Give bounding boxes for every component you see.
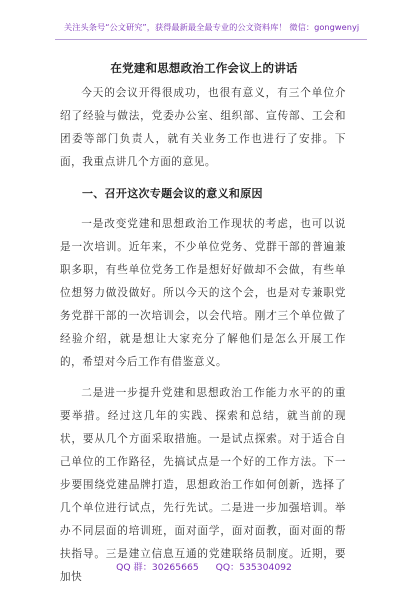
header-banner: 关注头条号“公文研究”，获得最新最全最专业的公文资料库！ 微信：gongwenyj bbox=[64, 22, 360, 32]
section-heading: 一、召开这次专题会议的意义和原因 bbox=[82, 187, 263, 200]
body-paragraph: 一是改变党建和思想政治工作现状的考虑，也可以说是一次培训。近年来，不少单位党务、党群干部的普遍兼职多职，有些单位党务工作是想好好做却不会做，有些单位想努力做没做好。所以今天的这个会，也是对专兼职党务党群干部的一次培训会，以会代培。刚才三个单位做了经验介绍，就是想让大家充分了解他们是怎么开展工作的，希望对今后工作有借鉴意义。 bbox=[60, 218, 346, 368]
footer-contact bbox=[0, 559, 408, 573]
footer-qq: QQ：535304092 bbox=[215, 562, 292, 573]
intro-paragraph: 今天的会议开得很成功，也很有意义，有三个单位介绍了经验与做法，党委办公室、组织部、宣传部、工会和团委等部门负责人，就有关业务工作也进行了安排。下面，我重点讲几个方面的意见。 bbox=[60, 87, 346, 168]
body-paragraph: 二是进一步提升党建和思想政治工作能力水平的的重要举措。经过这几年的实践、探索和总结，就当前的现状，要从几个方面采取措施。一是试点探索。对于适合自己单位的工作路径，先搞试点是一个好的工作方法。下一步要围绕党建品牌打造，思想政治工作如何创新，选择了几个单位进行试点，先行先试。二是进一步加强培训。举办不同层面的培训班，面对面学，面对面教，面对面的帮扶指导。三是建立信息互通的党建联络员制度。近期，要加快 bbox=[60, 387, 346, 583]
footer-qq-group: QQ 群：30265665 bbox=[116, 562, 199, 573]
header-divider bbox=[55, 39, 367, 40]
document-body bbox=[60, 82, 346, 589]
document-title: 在党建和思想政治工作会议上的讲话 bbox=[110, 61, 298, 75]
